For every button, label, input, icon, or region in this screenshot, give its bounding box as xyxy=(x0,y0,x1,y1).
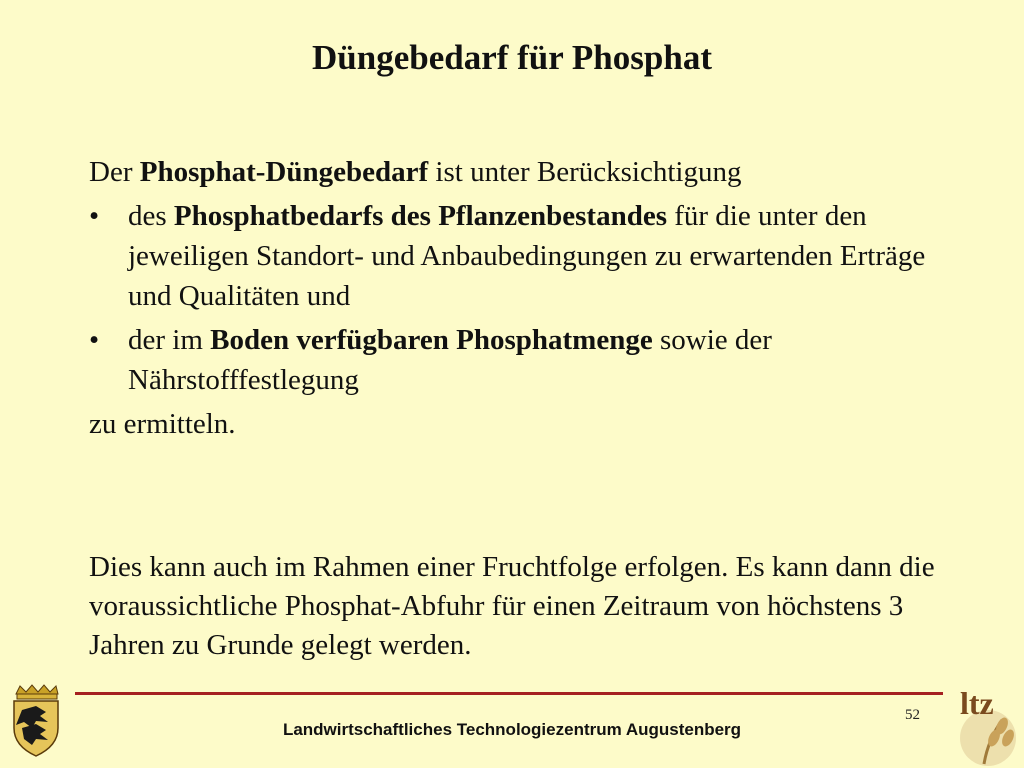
slide-title: Düngebedarf für Phosphat xyxy=(312,38,712,77)
intro-text-post: ist unter Berücksichtigung xyxy=(428,156,742,188)
bullet-text-post: sowie der Nährstofffestlegung xyxy=(128,324,772,396)
page-number: 52 xyxy=(905,707,920,723)
bullet-text-post: für die unter den jeweiligen Standort- und Anbaubedingungen zu erwartenden Erträge und Qualitäten und xyxy=(128,200,926,312)
bullet-text-bold: Phosphatbedarfs des Pflanzenbestandes xyxy=(173,200,667,232)
slide-body xyxy=(89,152,939,665)
bullet-item xyxy=(89,196,939,316)
footer-divider xyxy=(75,692,943,695)
bullet-item xyxy=(89,320,939,400)
closing-text: zu ermitteln. xyxy=(89,408,236,440)
bullet-text-pre: der im xyxy=(128,324,211,356)
bullet-text-bold: Boden verfügbaren Phosphatmenge xyxy=(210,324,653,356)
ltz-logo-text: ltz xyxy=(960,685,994,721)
intro-paragraph xyxy=(89,152,939,192)
bullet-text-pre: des xyxy=(128,200,174,232)
footer-organization: Landwirtschaftliches Technologiezentrum Augustenberg xyxy=(282,720,742,739)
intro-text-pre: Der xyxy=(89,156,140,188)
second-paragraph: Dies kann auch im Rahmen einer Fruchtfolge erfolgen. Es kann dann die voraussichtliche Phosphat-Abfuhr für einen Zeitraum von höchstens 3 Jahren zu Grunde gelegt werden. xyxy=(89,551,935,661)
bullet-symbol: • xyxy=(89,200,100,232)
bullet-symbol: • xyxy=(89,324,100,356)
intro-text-bold: Phosphat-Düngebedarf xyxy=(139,156,429,188)
